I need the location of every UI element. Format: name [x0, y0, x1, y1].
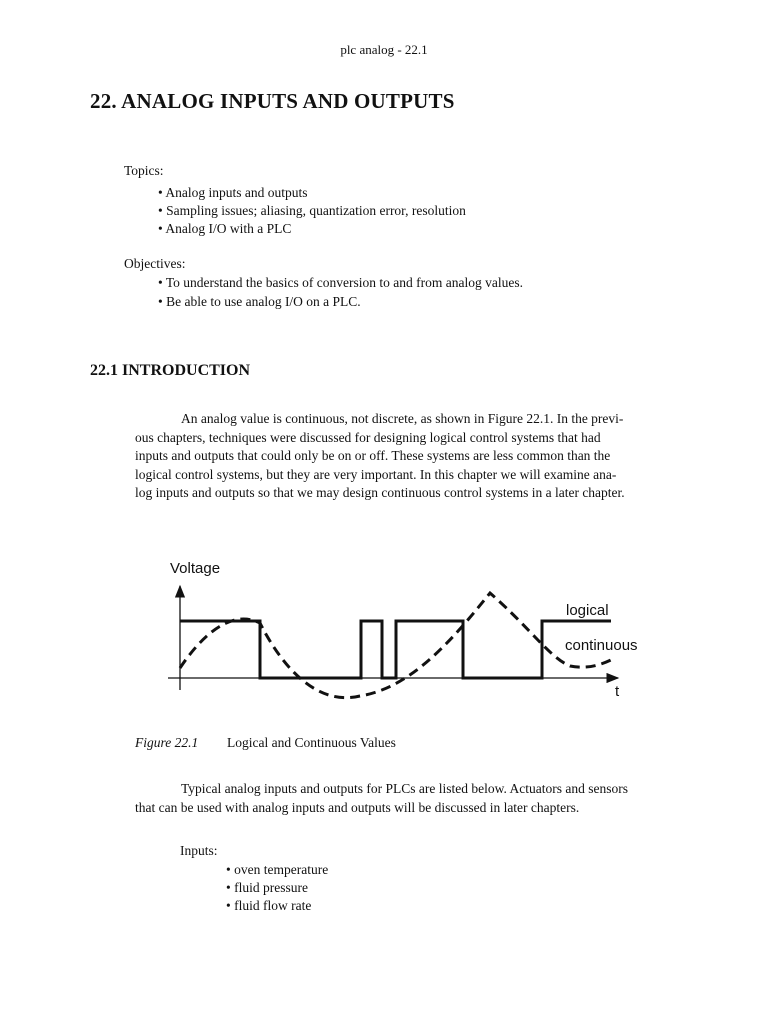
continuous-label: continuous: [565, 637, 638, 654]
objectives-label: Objectives:: [124, 256, 186, 271]
figure-caption-number: Figure 22.1: [135, 735, 199, 750]
input-item: • oven temperature: [226, 862, 329, 877]
intro-line: ous chapters, techniques were discussed for designing logical control systems that had: [135, 430, 601, 445]
x-axis-label: t: [615, 683, 620, 700]
topic-item: • Sampling issues; aliasing, quantization error, resolution: [158, 203, 466, 218]
chapter-title: 22. ANALOG INPUTS AND OUTPUTS: [90, 89, 455, 113]
figure-caption-text: Logical and Continuous Values: [227, 735, 396, 750]
paragraph-line: that can be used with analog inputs and outputs will be discussed in later chapters.: [135, 800, 580, 815]
input-item: • fluid pressure: [226, 880, 308, 895]
intro-line: log inputs and outputs so that we may design continuous control systems in a later chapter.: [135, 485, 625, 500]
topics-label: Topics:: [124, 163, 164, 178]
objective-item: • To understand the basics of conversion to and from analog values.: [158, 275, 523, 290]
section-title: 22.1 INTRODUCTION: [90, 362, 251, 379]
paragraph-line: Typical analog inputs and outputs for PLCs are listed below. Actuators and sensors: [181, 781, 628, 796]
logical-continuous-figure: [160, 548, 640, 708]
topic-item: • Analog inputs and outputs: [158, 185, 308, 200]
y-axis-label: Voltage: [170, 560, 221, 577]
intro-line: inputs and outputs that could only be on or off. These systems are less common than the: [135, 448, 611, 463]
inputs-label: Inputs:: [180, 843, 218, 858]
page-header: plc analog - 22.1: [340, 42, 428, 57]
input-item: • fluid flow rate: [226, 898, 312, 913]
intro-line: An analog value is continuous, not discrete, as shown in Figure 22.1. In the previ-: [181, 411, 624, 426]
objective-item: • Be able to use analog I/O on a PLC.: [158, 294, 361, 309]
topic-item: • Analog I/O with a PLC: [158, 221, 292, 236]
intro-line: logical control systems, but they are very important. In this chapter we will examine ana-: [135, 467, 617, 482]
logical-label: logical: [566, 602, 609, 619]
